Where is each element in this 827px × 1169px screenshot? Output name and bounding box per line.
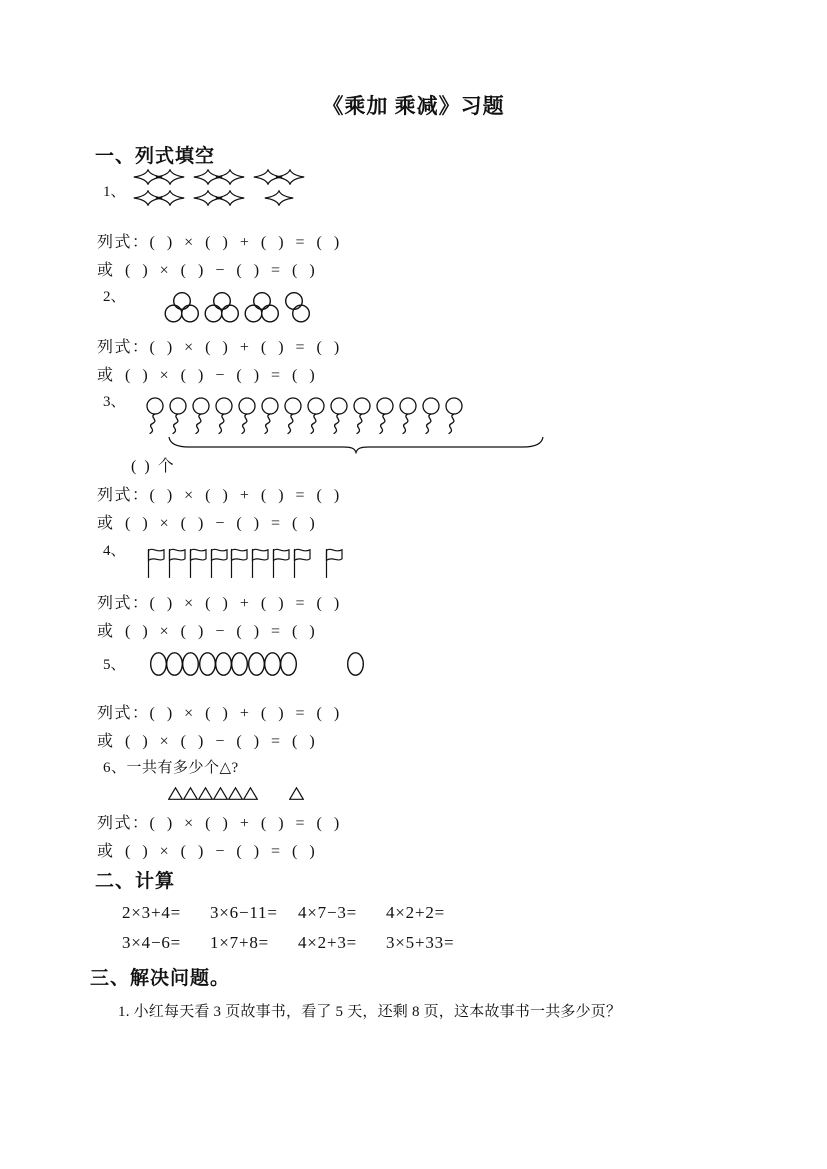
- balloon-icon: [189, 397, 212, 437]
- problem-1-figure: [133, 169, 305, 206]
- shape-group: [350, 397, 419, 437]
- shape-group: [248, 652, 297, 676]
- balloon-icon: [442, 397, 465, 437]
- shape-group: [281, 397, 350, 437]
- problem-2-multiply-subtract-blank: 或 ( ) × ( ) − ( ) = ( ): [97, 367, 317, 384]
- calc-row-1: [122, 903, 474, 923]
- problem-4-multiply-add-blank: 列式：( ) × ( ) + ( ) = ( ): [97, 595, 341, 612]
- balloon-icon: [212, 397, 235, 437]
- calc-expression: 4×7−3=: [298, 903, 358, 922]
- section-three-heading: 三、解决问题。: [90, 968, 231, 989]
- word-problem-1: 1. 小红每天看 3 页故事书，看了 5 天，还剩 8 页，这本故事书一共多少页？: [118, 1004, 622, 1020]
- underbrace: [167, 436, 545, 454]
- triangle-icon: [183, 787, 198, 800]
- balloon-icon: [258, 397, 281, 437]
- calc-expression: 2×3+4=: [122, 903, 182, 922]
- circle-cluster-icon: [162, 291, 202, 324]
- circle-icon: [215, 652, 232, 676]
- problem-6-multiply-subtract-blank: 或 ( ) × ( ) − ( ) = ( ): [97, 843, 317, 860]
- circle-cluster-icon: [282, 291, 312, 324]
- section-one-heading: 一、列式填空: [95, 146, 216, 167]
- circle-icon: [150, 652, 167, 676]
- balloon-icon: [235, 397, 258, 437]
- circle-icon: [166, 652, 183, 676]
- balloon-icon: [166, 397, 189, 437]
- circle-icon: [199, 652, 216, 676]
- shape-group: [150, 652, 199, 676]
- triangle-icon: [198, 787, 213, 800]
- shape-group: [198, 787, 228, 800]
- shape-group: [143, 397, 212, 437]
- page-title: 《乘加 乘减》习题: [322, 94, 505, 118]
- flag-icon: [249, 545, 269, 578]
- problem-1-multiply-add-blank: 列式：( ) × ( ) + ( ) = ( ): [97, 234, 341, 251]
- four-point-star-icon: [264, 190, 294, 206]
- four-point-star-icon: [155, 190, 185, 206]
- circle-cluster-icon: [242, 291, 282, 324]
- calc-expression: 3×6−11=: [210, 903, 278, 922]
- calc-expression: 3×4−6=: [122, 933, 182, 952]
- problem-1-number: 1、: [103, 184, 126, 200]
- shape-group: [168, 787, 198, 800]
- problem-2-multiply-add-blank: 列式：( ) × ( ) + ( ) = ( ): [97, 339, 341, 356]
- shape-group: [419, 397, 465, 437]
- shape-group: [228, 545, 311, 578]
- triangle-icon: [243, 787, 258, 800]
- calc-row-2: [122, 933, 474, 953]
- circle-icon: [264, 652, 281, 676]
- problem-3-number: 3、: [103, 394, 126, 410]
- shape-group: [133, 190, 185, 206]
- section-two-heading: 二、计算: [95, 871, 176, 892]
- shape-group: [193, 169, 245, 185]
- four-point-star-icon: [155, 169, 185, 185]
- circle-icon: [248, 652, 265, 676]
- balloon-icon: [396, 397, 419, 437]
- balloon-icon: [304, 397, 327, 437]
- shape-group: [212, 397, 281, 437]
- shape-group: [347, 652, 364, 676]
- flag-icon: [145, 545, 165, 578]
- balloon-icon: [373, 397, 396, 437]
- circle-icon: [231, 652, 248, 676]
- flag-icon: [208, 545, 228, 578]
- flag-icon: [323, 545, 343, 578]
- problem-5-figure: [150, 652, 364, 676]
- balloon-icon: [281, 397, 304, 437]
- shape-group: [228, 787, 258, 800]
- shape-group: [253, 169, 305, 185]
- balloon-icon: [327, 397, 350, 437]
- shape-group: [242, 291, 282, 324]
- flag-icon: [187, 545, 207, 578]
- shape-group: [133, 169, 185, 185]
- flag-icon: [270, 545, 290, 578]
- calc-expression: 3×5+33=: [386, 933, 455, 952]
- problem-3-multiply-add-blank: 列式：( ) × ( ) + ( ) = ( ): [97, 487, 341, 504]
- calc-expression: 4×2+2=: [386, 903, 446, 922]
- four-point-star-icon: [215, 169, 245, 185]
- problem-6-multiply-add-blank: 列式：( ) × ( ) + ( ) = ( ): [97, 815, 341, 832]
- problem-6-question: 一共有多少个△?: [126, 760, 239, 776]
- shape-group: [282, 291, 312, 324]
- circle-cluster-icon: [202, 291, 242, 324]
- triangle-icon: [213, 787, 228, 800]
- problem-5-multiply-add-blank: 列式：( ) × ( ) + ( ) = ( ): [97, 705, 341, 722]
- triangle-icon: [168, 787, 183, 800]
- balloon-icon: [350, 397, 373, 437]
- problem-3-figure: [143, 397, 465, 437]
- shape-group: [193, 190, 245, 206]
- circle-icon: [182, 652, 199, 676]
- problem-2-number: 2、: [103, 289, 126, 305]
- balloon-icon: [143, 397, 166, 437]
- problem-5-multiply-subtract-blank: 或 ( ) × ( ) − ( ) = ( ): [97, 733, 317, 750]
- shape-group: [145, 545, 228, 578]
- problem-6-number: 6、: [103, 760, 127, 776]
- four-point-star-icon: [215, 190, 245, 206]
- circle-icon: [347, 652, 364, 676]
- flag-icon: [291, 545, 311, 578]
- shape-group: [199, 652, 248, 676]
- shape-group: [289, 787, 304, 800]
- calc-expression: 4×2+3=: [298, 933, 358, 952]
- problem-2-figure: [162, 291, 312, 324]
- shape-group: [253, 190, 305, 206]
- four-point-star-icon: [275, 169, 305, 185]
- triangle-icon: [289, 787, 304, 800]
- shape-group: [323, 545, 343, 578]
- circle-icon: [280, 652, 297, 676]
- problem-1-multiply-subtract-blank: 或 ( ) × ( ) − ( ) = ( ): [97, 262, 317, 279]
- problem-3-count-blank: ( ) 个: [131, 458, 176, 475]
- problem-5-number: 5、: [103, 657, 126, 673]
- triangle-icon: [228, 787, 243, 800]
- problem-6-question-line: [103, 756, 239, 777]
- problem-3-multiply-subtract-blank: 或 ( ) × ( ) − ( ) = ( ): [97, 515, 317, 532]
- problem-6-figure: [168, 787, 304, 800]
- calc-expression: 1×7+8=: [210, 933, 270, 952]
- problem-4-number: 4、: [103, 543, 126, 559]
- problem-4-figure: [145, 545, 343, 578]
- shape-group: [162, 291, 202, 324]
- flag-icon: [166, 545, 186, 578]
- shape-group: [202, 291, 242, 324]
- problem-4-multiply-subtract-blank: 或 ( ) × ( ) − ( ) = ( ): [97, 623, 317, 640]
- flag-icon: [228, 545, 248, 578]
- balloon-icon: [419, 397, 442, 437]
